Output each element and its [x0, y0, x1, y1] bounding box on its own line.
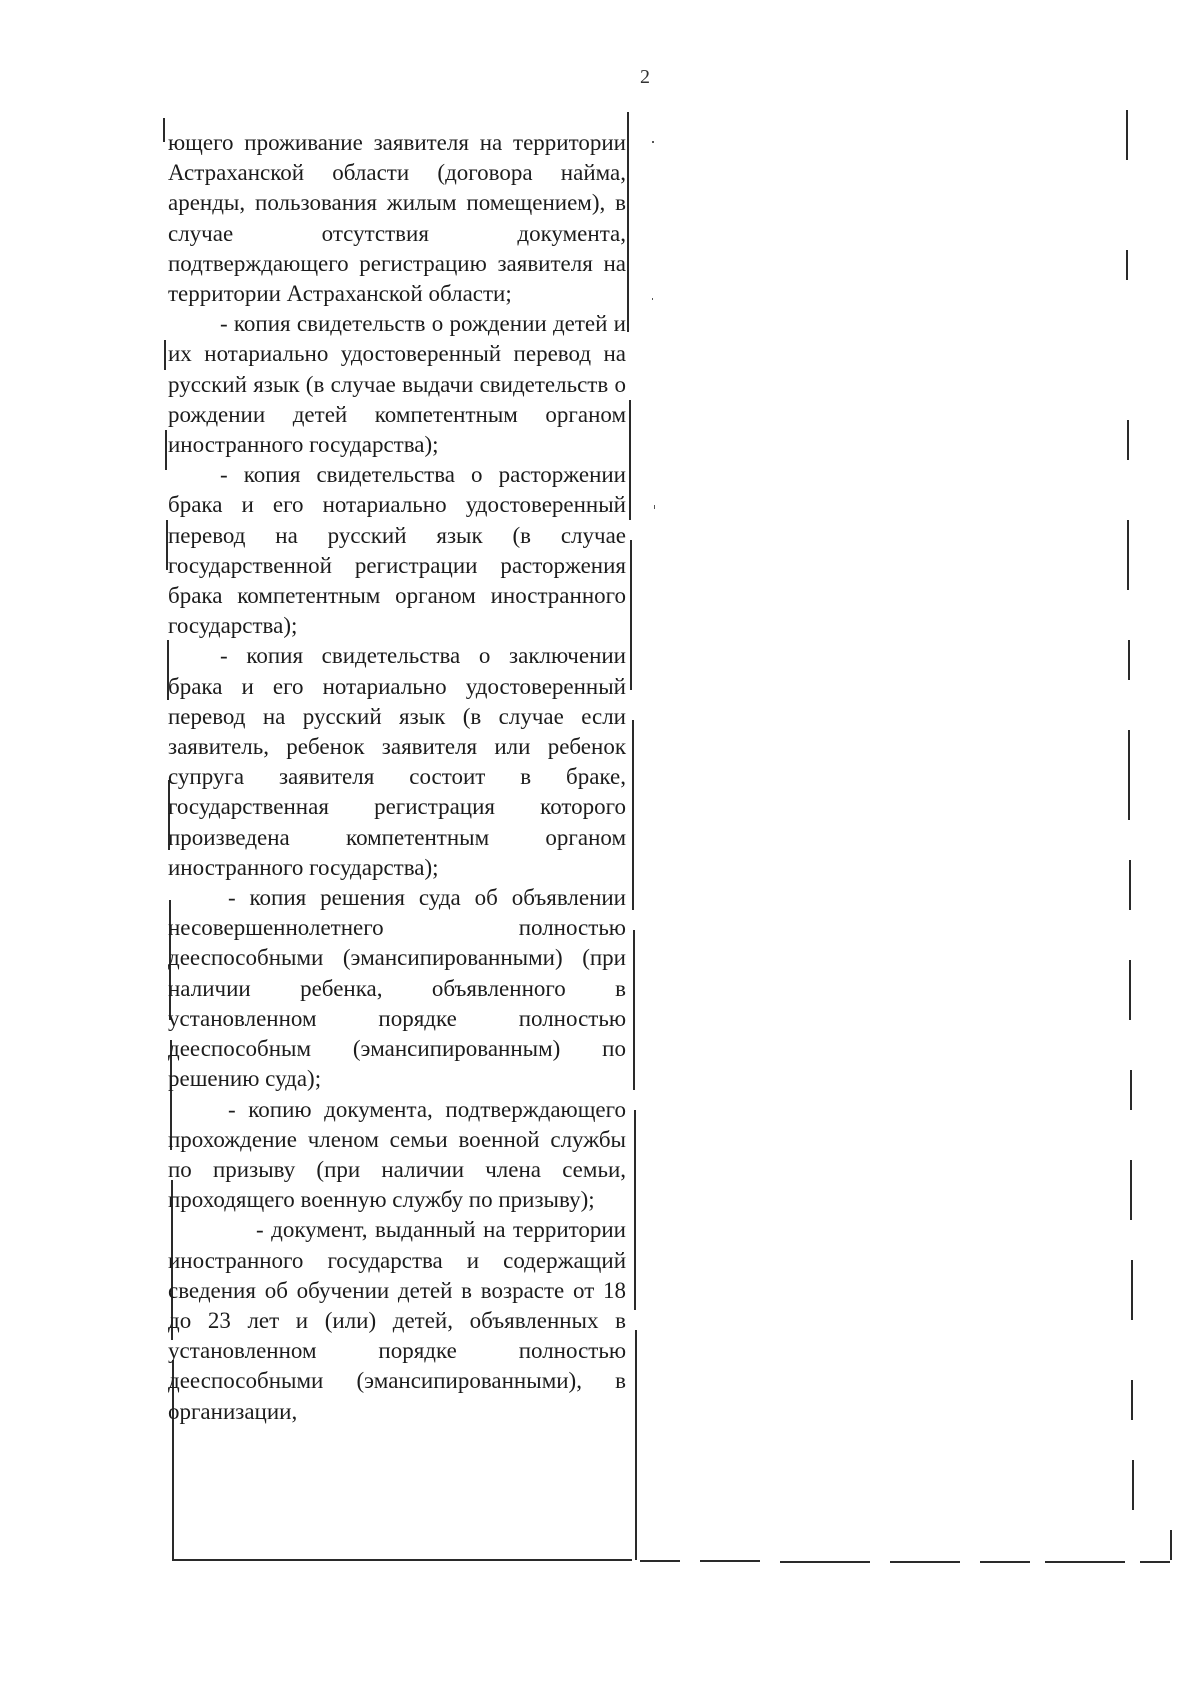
- list-item: - копию документа, подтверждающего прохождение членом семьи военной службы по призыву (при наличии члена семьи, проходящего военную службу по призыву);: [168, 1096, 626, 1213]
- right-column-border: [1170, 1530, 1172, 1560]
- right-column-border: [1129, 960, 1131, 1020]
- column-divider: [632, 720, 634, 910]
- list-item: - копия свидетельства о заключении брака и его нотариально удостоверенный перевод на русский язык (в случае если заявитель, ребенок заявителя или ребенок супруга заявителя состоит в браке, государственная регистрация которого произведена компетентным органом иностранного государства);: [168, 643, 626, 880]
- left-column-border: [165, 430, 167, 470]
- bottom-border: [890, 1561, 960, 1563]
- column-divider: [633, 930, 635, 1090]
- right-column-border: [1127, 520, 1129, 590]
- bottom-border: [1140, 1561, 1170, 1563]
- column-divider: [635, 1330, 637, 1560]
- list-item: - копия свидетельства о расторжении брака и его нотариально удостоверенный перевод на русский язык (в случае государственной регистрации расторжения брака компетентным органом иностранного государства);: [168, 462, 626, 639]
- left-column-border: [164, 340, 166, 370]
- right-column-border: [1130, 1070, 1132, 1110]
- right-column-border: [1126, 250, 1128, 280]
- column-divider: [630, 540, 632, 690]
- right-column: [650, 128, 1120, 1548]
- bottom-border: [780, 1561, 870, 1563]
- bottom-border: [640, 1560, 680, 1562]
- bottom-border: [1045, 1561, 1125, 1563]
- list-item: - копия свидетельств о рождении детей и их нотариально удостоверенный перевод на русский язык (в случае выдачи свидетельств о рождении детей компетентным органом иностранного государства);: [168, 311, 626, 458]
- left-column-border: [163, 118, 165, 142]
- column-divider: [629, 400, 631, 520]
- bottom-border: [980, 1561, 1030, 1563]
- list-item: - документ, выданный на территории иностранного государства и содержащий сведения об обучении детей в возрасте от 18 до 23 лет и (или) детей, объявленных в установленном порядке полностью дееспособными (эмансипированными), в организации,: [168, 1217, 626, 1424]
- list-item: - копия решения суда об объявлении несовершеннолетнего полностью дееспособными (эмансипированными) (при наличии ребенка, объявленного в установленном порядке полностью дееспособным (эмансипированным) по решению суда);: [168, 885, 626, 1092]
- right-column-border: [1127, 420, 1129, 460]
- right-column-border: [1132, 1460, 1134, 1510]
- left-column-text: [168, 128, 626, 1427]
- bottom-border: [700, 1560, 760, 1562]
- right-column-border: [1128, 730, 1130, 820]
- right-column-border: [1128, 640, 1130, 680]
- right-column-border: [1126, 110, 1128, 160]
- bottom-border: [172, 1559, 632, 1561]
- right-column-border: [1130, 1160, 1132, 1220]
- right-column-border: [1131, 1260, 1133, 1320]
- page-number: 2: [640, 66, 650, 88]
- intro-paragraph: ющего проживание заявителя на территории Астраханской области (договора найма, аренды, пользования жилым помещением), в случае отсутствия документа, подтверждающего регистрацию заявителя на территории Астраханской области;: [168, 130, 626, 307]
- right-column-border: [1129, 860, 1131, 910]
- right-column-border: [1131, 1380, 1133, 1420]
- column-divider: [634, 1110, 636, 1310]
- column-divider: [627, 112, 629, 332]
